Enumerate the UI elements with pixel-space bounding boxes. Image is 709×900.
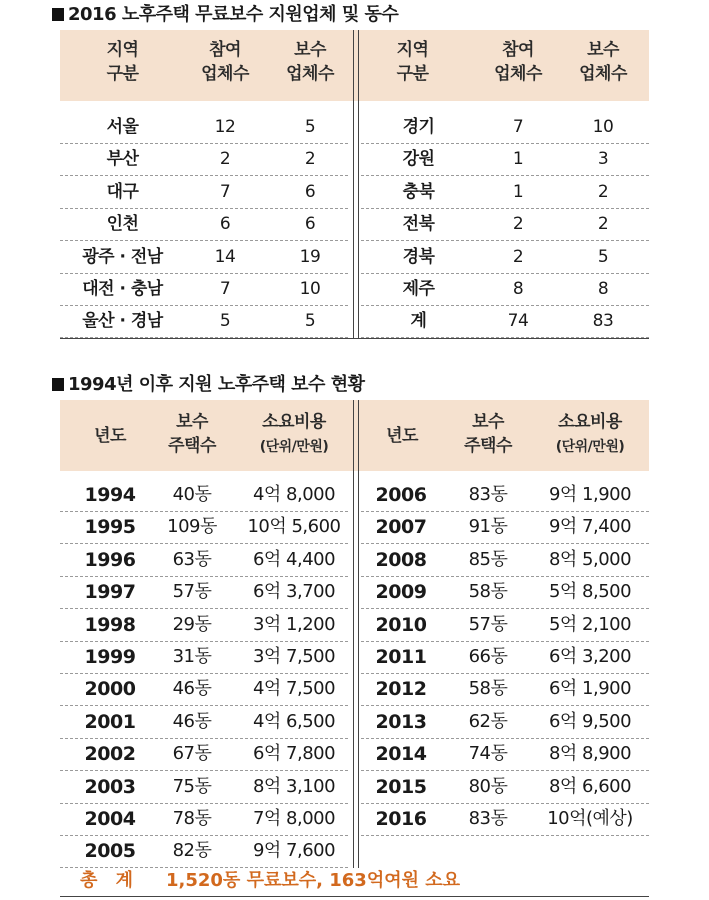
section1-right-table-row <box>361 208 649 241</box>
house-count-cell: 63동 <box>172 548 212 570</box>
year-cell: 1999 <box>84 646 136 668</box>
section1-left-table-row <box>60 305 348 338</box>
section1-right-table-row <box>361 305 649 338</box>
section1-right-table-row <box>361 273 649 306</box>
section1-left-table-row <box>60 273 348 306</box>
cost-cell: 7억 8,000 <box>252 808 336 829</box>
house-count-cell: 75동 <box>172 775 212 797</box>
s1-header-part-right: 참여 업체수 <box>494 40 542 84</box>
section1-left-table-row <box>60 208 348 241</box>
section2-left-table-row <box>60 706 348 739</box>
house-count-cell: 82동 <box>172 840 212 862</box>
cost-cell: 8억 6,600 <box>548 775 632 797</box>
s2-header-cost-left: 소요비용 (단위/만원) <box>259 412 329 455</box>
region-cell: 광주 · 전남 <box>82 246 163 267</box>
cost-cell: 9억 1,900 <box>548 484 632 505</box>
section2-left-table-row <box>60 803 348 836</box>
cost-cell: 10억 5,600 <box>247 516 341 538</box>
section2-left-table-row <box>60 673 348 706</box>
cost-cell: 5억 8,500 <box>548 581 632 603</box>
s1-header-repair-right: 보수 업체수 <box>579 40 627 84</box>
house-count-cell: 57동 <box>172 581 212 603</box>
region-cell: 대전 · 충남 <box>82 279 163 299</box>
year-cell: 2008 <box>375 548 427 571</box>
cost-cell: 9억 7,600 <box>252 840 336 862</box>
section2-left-table-row <box>60 479 348 512</box>
section2-bottom-rule <box>60 896 649 897</box>
section2-center-divider <box>353 400 359 868</box>
repair-count-cell: 2 <box>304 149 316 170</box>
section2-left-table-row <box>60 544 348 577</box>
participant-count-cell: 74 <box>507 311 529 332</box>
cost-cell: 3억 7,500 <box>252 646 336 667</box>
cost-cell: 6억 7,800 <box>252 743 336 765</box>
section1-bottom-rule <box>60 338 649 339</box>
section1-left-table-row <box>60 176 348 209</box>
house-count-cell: 67동 <box>172 743 212 765</box>
house-count-cell: 80동 <box>468 775 508 797</box>
section2-left-table-row <box>60 641 348 674</box>
s2-header-houses-left: 보수 주택수 <box>168 412 216 456</box>
year-cell: 2004 <box>84 808 136 830</box>
repair-count-cell: 83 <box>592 311 614 332</box>
s2-header-year-right: 년도 <box>386 426 418 446</box>
total-text: 1,520동 무료보수, 163억여원 소요 <box>166 870 461 891</box>
section1-title <box>52 0 398 26</box>
section2-left-table-row <box>60 771 348 804</box>
cost-cell: 10억(예상) <box>547 808 633 829</box>
region-cell: 전북 <box>402 214 435 235</box>
section2-right-table-row <box>361 511 649 544</box>
year-cell: 2007 <box>375 516 427 539</box>
house-count-cell: 91동 <box>468 516 508 538</box>
s1-header-repair-left: 보수 업체수 <box>286 40 334 84</box>
participant-count-cell: 7 <box>219 181 231 202</box>
cost-cell: 4억 6,500 <box>252 710 336 732</box>
year-cell: 2010 <box>375 613 427 636</box>
cost-cell: 8억 3,100 <box>252 775 336 797</box>
cost-cell: 4억 7,500 <box>252 678 336 700</box>
year-cell: 2009 <box>375 581 427 604</box>
region-cell: 강원 <box>402 149 435 170</box>
section2-right-table-row <box>361 706 649 739</box>
section2-right-table-row <box>361 544 649 577</box>
region-cell: 제주 <box>402 279 435 299</box>
repair-count-cell: 19 <box>299 246 321 267</box>
participant-count-cell: 2 <box>219 149 231 170</box>
year-cell: 2011 <box>375 646 427 668</box>
repair-count-cell: 6 <box>304 214 316 235</box>
cost-cell: 8억 8,900 <box>548 743 632 765</box>
house-count-cell: 66동 <box>468 646 508 667</box>
region-cell: 계 <box>410 311 427 332</box>
repair-count-cell: 5 <box>304 311 316 332</box>
section2-right-table-row <box>361 641 649 674</box>
year-cell: 2015 <box>375 775 427 798</box>
section1-right-table-row <box>361 176 649 209</box>
year-cell: 1996 <box>84 548 136 571</box>
section1-right-table-row <box>361 143 649 176</box>
region-cell: 충북 <box>402 181 435 202</box>
square-bullet-icon <box>52 8 64 21</box>
repair-count-cell: 5 <box>597 246 609 267</box>
s1-header-region-left: 지역 구분 <box>106 40 139 84</box>
year-cell: 2013 <box>375 710 427 733</box>
region-cell: 서울 <box>106 117 139 137</box>
participant-count-cell: 2 <box>512 246 524 267</box>
region-cell: 울산 · 경남 <box>82 311 163 332</box>
repair-count-cell: 2 <box>597 214 609 235</box>
cost-cell: 5억 2,100 <box>548 613 632 635</box>
house-count-cell: 74동 <box>468 743 508 765</box>
house-count-cell: 62동 <box>468 710 508 732</box>
repair-count-cell: 3 <box>597 149 609 170</box>
region-cell: 경북 <box>402 246 435 267</box>
house-count-cell: 29동 <box>172 613 212 635</box>
s2-header-houses-right: 보수 주택수 <box>464 412 512 456</box>
square-bullet-icon <box>52 378 64 391</box>
s1-header-region-right: 지역 구분 <box>396 40 429 84</box>
house-count-cell: 78동 <box>172 808 212 829</box>
participant-count-cell: 7 <box>219 279 231 299</box>
section2-left-table-row <box>60 609 348 642</box>
section1-right-table-row <box>361 111 649 144</box>
year-cell: 1994 <box>84 484 136 506</box>
section2-left-table-row <box>60 835 348 868</box>
cost-cell: 6억 3,700 <box>252 581 336 603</box>
section2-right-table-row <box>361 609 649 642</box>
house-count-cell: 31동 <box>172 646 212 667</box>
participant-count-cell: 5 <box>219 311 231 332</box>
house-count-cell: 83동 <box>468 484 508 505</box>
cost-cell: 6억 1,900 <box>548 678 632 700</box>
region-cell: 부산 <box>106 149 139 170</box>
cost-cell: 6억 3,200 <box>548 646 632 667</box>
house-count-cell: 57동 <box>468 613 508 635</box>
participant-count-cell: 1 <box>512 181 524 202</box>
participant-count-cell: 7 <box>512 117 524 137</box>
grand-total-row <box>60 866 460 896</box>
section2-right-table-row <box>361 738 649 771</box>
region-cell: 대구 <box>106 181 139 202</box>
year-cell: 2006 <box>375 484 427 506</box>
section2-right-table-row <box>361 803 649 836</box>
repair-count-cell: 2 <box>597 181 609 202</box>
section2-right-table-row <box>361 479 649 512</box>
cost-cell: 9억 7,400 <box>548 516 632 538</box>
year-cell: 2000 <box>84 678 136 701</box>
participant-count-cell: 2 <box>512 214 524 235</box>
year-cell: 2005 <box>84 840 136 863</box>
participant-count-cell: 14 <box>214 246 236 267</box>
house-count-cell: 46동 <box>172 710 212 732</box>
section2-right-table-row <box>361 576 649 609</box>
s2-header-cost-right: 소요비용 (단위/만원) <box>555 412 625 455</box>
house-count-cell: 40동 <box>172 484 212 505</box>
year-cell: 1995 <box>84 516 136 539</box>
year-cell: 2002 <box>84 743 136 766</box>
section1-left-table-row <box>60 241 348 274</box>
section2-title <box>52 370 364 396</box>
repair-count-cell: 6 <box>304 181 316 202</box>
house-count-cell: 58동 <box>468 581 508 603</box>
cost-cell: 4억 8,000 <box>252 484 336 505</box>
participant-count-cell: 8 <box>512 279 524 299</box>
section1-left-table-row <box>60 143 348 176</box>
house-count-cell: 46동 <box>172 678 212 700</box>
participant-count-cell: 12 <box>214 117 236 137</box>
section2-left-table-row <box>60 738 348 771</box>
repair-count-cell: 5 <box>304 117 316 137</box>
repair-count-cell: 8 <box>597 279 609 299</box>
year-cell: 2003 <box>84 775 136 798</box>
cost-cell: 6억 4,400 <box>252 548 336 570</box>
participant-count-cell: 1 <box>512 149 524 170</box>
section2-left-table-row <box>60 511 348 544</box>
section1-left-table-row <box>60 111 348 144</box>
year-cell: 1997 <box>84 581 136 604</box>
section2-left-table-row <box>60 576 348 609</box>
house-count-cell: 85동 <box>468 548 508 570</box>
year-cell: 2012 <box>375 678 427 701</box>
s2-header-year-left: 년도 <box>94 426 126 446</box>
region-cell: 인천 <box>106 214 139 235</box>
cost-cell: 3억 1,200 <box>252 613 336 635</box>
house-count-cell: 109동 <box>167 516 217 538</box>
section2-title-text: 1994년 이후 지원 노후주택 보수 현황 <box>68 374 365 395</box>
total-label: 총 계 <box>80 870 140 891</box>
section1-title-text: 2016 노후주택 무료보수 지원업체 및 동수 <box>68 4 399 25</box>
house-count-cell: 83동 <box>468 808 508 829</box>
cost-cell: 6억 9,500 <box>548 710 632 732</box>
year-cell: 1998 <box>84 613 136 636</box>
repair-count-cell: 10 <box>299 279 321 299</box>
s1-header-part-left: 참여 업체수 <box>201 40 249 84</box>
section2-right-table-row <box>361 673 649 706</box>
cost-cell: 8억 5,000 <box>548 548 632 570</box>
repair-count-cell: 10 <box>592 117 614 137</box>
year-cell: 2014 <box>375 743 427 766</box>
house-count-cell: 58동 <box>468 678 508 700</box>
section1-center-divider <box>353 30 359 338</box>
year-cell: 2016 <box>375 808 427 830</box>
section1-right-table-row <box>361 241 649 274</box>
year-cell: 2001 <box>84 710 136 733</box>
region-cell: 경기 <box>402 117 435 137</box>
section2-right-table-row <box>361 771 649 804</box>
participant-count-cell: 6 <box>219 214 231 235</box>
